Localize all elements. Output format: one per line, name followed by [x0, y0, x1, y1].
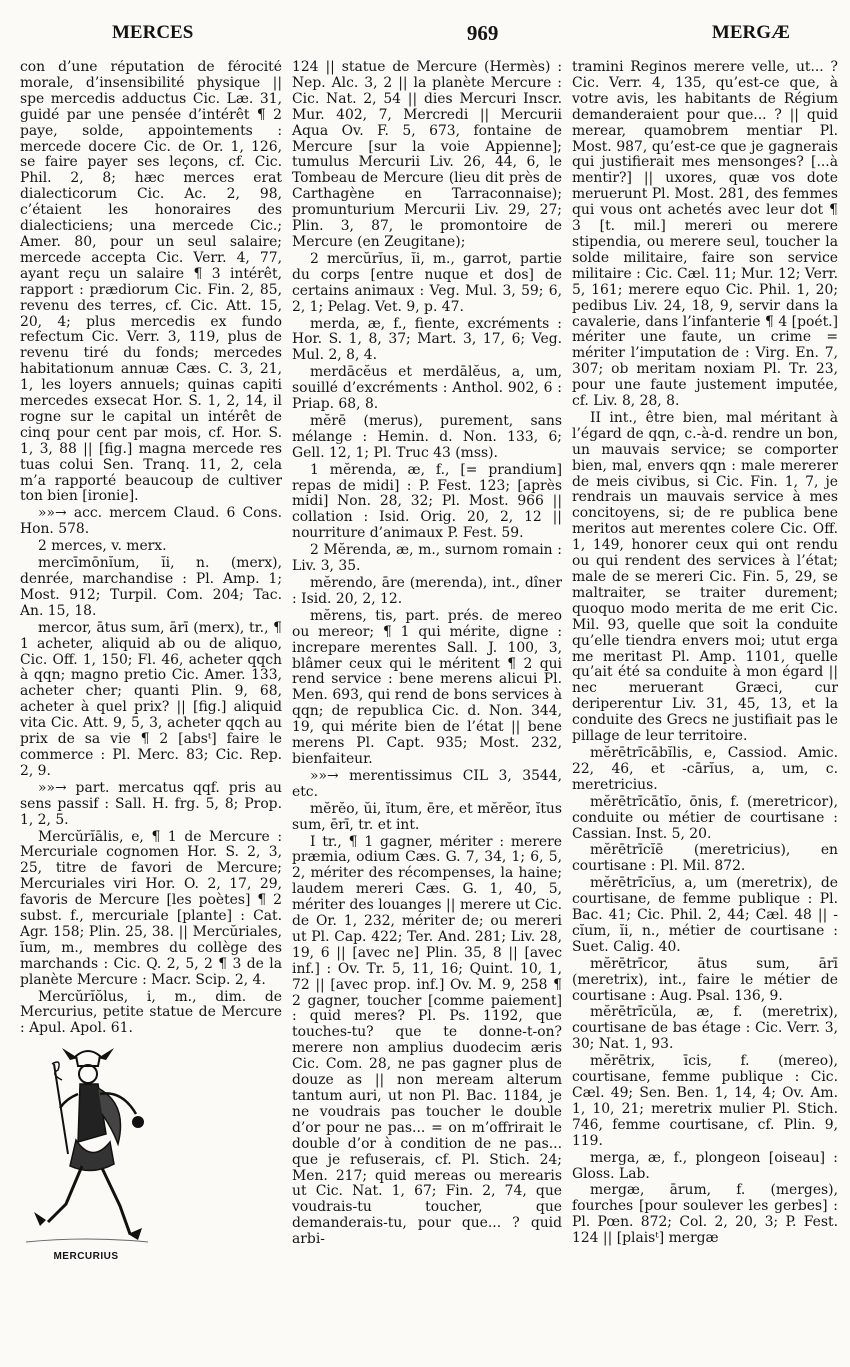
dictionary-entry: mĕrētrix, īcis, f. (mereo), courtisane, femme publique : Cic. Cæl. 49; Sen. Ben. 1, 14, 4; Ov. Am. 1, 10, 21; meretrix mulier Pl. Stich. 746, femme courtisane, cf. Plin. 9, 119.: [572, 1053, 838, 1149]
dictionary-entry: 2 Mĕrenda, æ, m., surnom romain : Liv. 3, 35.: [292, 542, 562, 575]
dictionary-entry: mĕrētrīcātĭo, ōnis, f. (meretricor), conduite ou métier de courtisane : Cassian. Inst. 5, 20.: [572, 793, 838, 842]
mercurius-illustration: [20, 1044, 154, 1265]
header-right-word: MERGÆ: [711, 22, 790, 43]
page-header: [112, 18, 790, 48]
dictionary-entry: II int., être bien, mal méritant à l’égard de qqn, c.-à-d. rendre un bon, un mauvais service; se comporter bien, mal, envers qqn : male mererer de meis civibus, si Cic. Fin. 1, 7, je rendrais un mauvais service à mes concitoyens, si; de re publica bene meritos aut merentes colere Cic. Off. 1, 149, honorer ceux qui ont rendu ou qui rendent des services à l’état; male de se mereri Cic. Fin. 5, 29, se maltraiter, se traiter durement; quoquo modo merita de me erit Cic. Mil. 93, quelle que soit la conduite qu’elle tiendra envers moi; utut erga me meritast Pl. Amp. 1101, quelle qu’ait été sa conduite à mon égard || nec meruerant Græci, cur deriperentur Liv. 31, 45, 13, et la conduite des Grecs ne justifiait pas le pillage de leur territoire.: [572, 409, 838, 745]
column-1: [20, 60, 282, 1360]
figure-caption: MERCURIUS: [53, 1251, 119, 1263]
dictionary-entry: mĕrētrīcābĭlis, e, Cassiod. Amic. 22, 46, et -cārĭus, a, um, c. meretricius.: [572, 744, 838, 793]
header-left-word: MERCES: [112, 22, 194, 43]
dictionary-entry: mĕrētrīcŭla, æ, f. (meretrix), courtisane de bas étage : Cic. Verr. 3, 30; Nat. 1, 93.: [572, 1004, 838, 1053]
dictionary-entry: »»→ part. mercatus qqf. pris au sens passif : Sall. H. frg. 5, 8; Prop. 1, 2, 5.: [20, 779, 282, 828]
dictionary-entry: mergæ, ārum, f. (merges), fourches [pour soulever les gerbes] : Pl. Pœn. 872; Col. 2, 20, 3; P. Fest. 124 || [plaisᵗ] mergæ: [572, 1182, 838, 1247]
dictionary-entry: 124 || statue de Mercure (Hermès) : Nep. Alc. 3, 2 || la planète Mercure : Cic. Nat. 2, 54 || dies Mercuri Inscr. Mur. 402, 7, Mercredi || Mercurii Aqua Ov. F. 5, 673, fontaine de Mercure [sur la voie Appienne]; tumulus Mercurii Liv. 26, 44, 6, le Tombeau de Mercure (lieu dit près de Carthagène en Tarraconnaise); promunturium Mercurii Liv. 29, 27; Plin. 3, 87, le promontoire de Mercure (en Zeugitane);: [292, 60, 562, 250]
dictionary-entry: mĕrētrīcor, ātus sum, ārī (meretrix), int., faire le métier de courtisane : Aug. Psal. 136, 9.: [572, 955, 838, 1004]
page-number: 969: [466, 20, 499, 45]
dictionary-entry: tramini Reginos merere velle, ut... ? Cic. Verr. 4, 135, qu’est-ce que, à votre avis, les habitants de Régium demanderaient pour que... ? || quid merear, quamobrem mentiar Pl. Most. 987, qu’est-ce que je gagnerais qui justifierait mes mensonges? [...à mentir?] || uxores, quæ vos dote meruerunt Pl. Most. 281, des femmes qui vous ont achetés avec leur dot ¶ 3 [t. mil.] mereri ou merere stipendia, ou merere seul, toucher la solde militaire, faire son service militaire : Cic. Cæl. 11; Mur. 12; Verr. 5, 161; merere equo Cic. Phil. 1, 20; pedibus Liv. 24, 18, 9, servir dans la cavalerie, dans l’infanterie ¶ 4 [poét.] mériter une faute, un crime = mériter l’imputation de : Virg. En. 7, 307; ob meritam noxiam Pl. Tr. 23, pour une faute justement imputée, cf. Liv. 8, 28, 8.: [572, 60, 838, 410]
dictionary-entry: »»→ acc. mercem Claud. 6 Cons. Hon. 578.: [20, 505, 282, 538]
dictionary-entry: Mercŭrĭŏlus, i, m., dim. de Mercurius, petite statue de Mercure : Apul. Apol. 61.: [20, 988, 282, 1037]
mercury-figure-icon: [20, 1044, 154, 1249]
dictionary-entry: merda, æ, f., fiente, excréments : Hor. S. 1, 8, 37; Mart. 3, 17, 6; Veg. Mul. 2, 8, 4.: [292, 315, 562, 364]
dictionary-entry: Mercŭrĭālis, e, ¶ 1 de Mercure : Mercuriale cognomen Hor. S. 2, 3, 25, titre de favori de Mercure; Mercuriales viri Hor. O. 2, 17, 29, favoris de Mercure [les poètes] ¶ 2 subst. f., mercuriale [plante] : Cat. Agr. 158; Plin. 25, 38. || Mercŭriales, ĭum, m., membres du collège des marchands : Cic. Q. 2, 5, 2 ¶ 3 de la planète Mercure : Macr. Scip. 2, 4.: [20, 828, 282, 988]
dictionary-entry: mĕrĕo, ŭi, ĭtum, ēre, et mĕrĕor, ĭtus sum, ērī, tr. et int.: [292, 800, 562, 833]
dictionary-entry: 1 mĕrenda, æ, f., [= prandium] repas de midi] : P. Fest. 123; [après midi] Non. 28, 32; Pl. Most. 966 || collation : Isid. Orig. 20, 2, 12 || nourriture d’animaux P. Fest. 59.: [292, 461, 562, 542]
dictionary-entry: merdācĕus et merdālĕus, a, um, souillé d’excréments : Anthol. 902, 6 : Priap. 68, 8.: [292, 364, 562, 413]
dictionary-entry: mercīmōnĭum, ĭi, n. (merx), denrée, marchandise : Pl. Amp. 1; Most. 912; Turpil. Com. 204; Tac. An. 15, 18.: [20, 555, 282, 619]
column-3: [572, 60, 838, 1360]
dictionary-entry: mĕrētrīcĭē (meretricius), en courtisane : Pl. Mil. 872.: [572, 842, 838, 875]
dictionary-entry: mercor, ātus sum, ārī (merx), tr., ¶ 1 acheter, aliquid ab ou de aliquo, Cic. Off. 1, 150; Fl. 46, acheter qqch à qqn; magno pretio Cic. Amer. 133, acheter cher; quanti Plin. 9, 68, acheter à quel prix? || [fig.] aliquid vita Cic. Att. 9, 5, 3, acheter qqch au prix de sa vie ¶ 2 [absᵗ] faire le commerce : Pl. Merc. 83; Cic. Rep. 2, 9.: [20, 619, 282, 779]
dictionary-entry: merga, æ, f., plongeon [oiseau] : Gloss. Lab.: [572, 1149, 838, 1182]
dictionary-entry: I tr., ¶ 1 gagner, mériter : merere præmia, odium Cæs. G. 7, 34, 1; 6, 5, 2, mériter des récompenses, la haine; laudem mereri Cæs. G. 1, 40, 5, mériter des louanges || merere ut Cic. de Or. 1, 232, mériter de; ou mereri ut Pl. Cap. 422; Ter. And. 281; Liv. 28, 19, 6 || [avec ne] Plin. 35, 8 || [avec inf.] : Ov. Tr. 5, 11, 16; Quint. 10, 1, 72 || [avec prop. inf.] Ov. M. 9, 258 ¶ 2 gagner, toucher [comme paiement] : quid meres? Pl. Ps. 1192, que touches-tu? que te donne-t-on? merere non amplius duodecim æris Cic. Com. 28, ne pas gagner plus de douze as || non meream alterum tantum auri, ut non Pl. Bac. 1184, je ne voudrais pas toucher le double d’or pour ne pas... = on m’offrirait le double d’or à condition de ne pas... que je refuserais, cf. Pl. Stich. 24; Men. 217; quid mereas ou merearis ut Cic. Nat. 1, 67; Fin. 2, 74, que voudrais-tu toucher, que demanderais-tu, pour que... ? quid arbi-: [292, 833, 562, 1248]
dictionary-entry: mĕrendo, āre (merenda), int., dîner : Isid. 20, 2, 12.: [292, 575, 562, 607]
dictionary-entry: mĕrētrīcĭus, a, um (meretrix), de courtisane, de femme publique : Pl. Bac. 41; Cic. Phil. 2, 44; Cæl. 48 || -cĭum, ĭi, n., métier de courtisane : Suet. Calig. 40.: [572, 875, 838, 955]
dictionary-entry: mĕrē (merus), purement, sans mélange : Hemin. d. Non. 133, 6; Gell. 12, 1; Pl. Truc 43 (mss).: [292, 412, 562, 461]
dictionary-entry: 2 merces, v. merx.: [38, 538, 167, 555]
dictionary-entry: con d’une réputation de férocité morale, d’insensibilité physique || spe mercedis adductus Cic. Læ. 31, guidé par une pensée d’intérêt ¶ 2 paye, solde, appointements : mercede docere Cic. de Or. 1, 126, se faire payer ses leçons, cf. Cic. Phil. 2, 8; hæc merces erat dialecticorum Cic. Ac. 2, 98, c’étaient les honoraires des dialecticiens; una mercede Cic.; Amer. 80, pour un seul salaire; mercede accepta Cic. Verr. 4, 77, ayant reçu un salaire ¶ 3 intérêt, rapport : prædiorum Cic. Fin. 2, 85, revenu des terres, cf. Cic. Att. 15, 20, 4; plus mercedis ex fundo refectum Cic. Verr. 3, 119, plus de revenu tiré du fonds; mercedes habitationum annuæ Cæs. C. 3, 21, 1, les loyers annuels; quinas capiti mercedes exsecat Hor. S. 1, 2, 14, il rogne sur le capital un intérêt de cinq pour cent par mois, cf. Hor. S. 1, 3, 88 || [fig.] magna mercede res tuas colui Sen. Tranq. 11, 2, cela m’a rapporté beaucoup de cultiver ton bien [ironie].: [20, 60, 282, 505]
dictionary-entry: 2 mercŭrĭus, ĭi, m., garrot, partie du corps [entre nuque et dos] de certains animaux : Veg. Mul. 3, 59; 6, 2, 1; Pelag. Vet. 9, p. 47.: [292, 250, 562, 315]
column-2: [292, 60, 562, 1360]
dictionary-entry: »»→ merentissimus CIL 3, 3544, etc.: [292, 767, 562, 800]
dictionary-entry: mĕrens, tis, part. prés. de mereo ou mereor; ¶ 1 qui mérite, digne : increpare merentes Sall. J. 100, 3, blâmer ceux qui le méritent ¶ 2 qui rend service : bene merens alicui Pl. Men. 693, qui rend de bons services à qqn; de republica Cic. d. Non. 344, 19, qui mérite bien de l’état || bene merens Pl. Capt. 935; Most. 232, bienfaiteur.: [292, 607, 562, 767]
